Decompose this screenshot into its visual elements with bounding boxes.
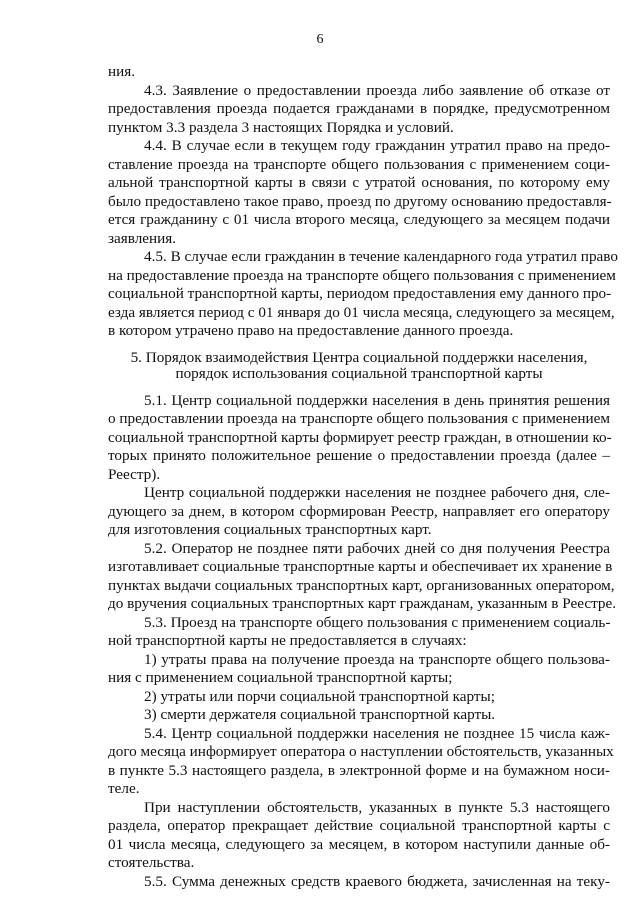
list-item-2: 2) утраты или порчи социальной транспортной карты; [144, 687, 495, 705]
paragraph-4-4-line: альной транспортной карты в связи с утратой основания, по которому ему [108, 174, 610, 191]
paragraph-5-4-line: 5.4. Центр социальной поддержки населения не позднее 15 числа каж- [144, 724, 610, 742]
paragraph-5-1b-line: Центр социальной поддержки населения не позднее рабочего дня, сле- [144, 484, 610, 501]
paragraph-5-1-line: Реестр). [108, 465, 161, 483]
paragraph-4-4-line: ется гражданину с 01 числа второго месяца, следующего за месяцем подачи [108, 211, 610, 228]
paragraph-5-2-line: изготавливает социальные транспортные карты и обеспечивает их хранение в [108, 558, 613, 575]
list-item-3: 3) смерти держателя социальной транспортной карты. [144, 706, 496, 723]
text-line: ния. [108, 63, 136, 80]
paragraph-5-4b-line: При наступлении обстоятельств, указанных в пункте 5.3 настоящего [144, 798, 610, 816]
paragraph-5-2-line: до вручения социальных транспортных карт гражданам, указанным в Реестре. [108, 595, 617, 612]
paragraph-5-4b-line: 01 числа месяца, следующего за месяцем, в котором наступили данные об- [108, 835, 610, 853]
paragraph-4-5-line: в котором утрачено право на предоставление данного проезда. [108, 322, 514, 339]
paragraph-5-1b-line: дующего за днем, в котором сформирован Реестр, направляет его оператору [108, 502, 610, 520]
paragraph-4-4-line: было предоставлено такое право, проезд по другому основанию предоставля- [108, 192, 612, 210]
section-5-heading: 5. Порядок взаимодействия Центра социальной поддержки населения, [130, 348, 588, 366]
paragraph-5-4-line: теле. [108, 780, 140, 797]
paragraph-4-5-line: социальной транспортной карты, периодом предоставления ему данного про- [108, 285, 612, 302]
paragraph-5-1-line: торых принято положительное решение о предоставлении проезда (далее – [108, 447, 610, 464]
page-number: 6 [316, 32, 324, 47]
document-body [108, 63, 618, 891]
paragraph-5-1-line: 5.1. Центр социальной поддержки населения в день принятия решения [144, 391, 610, 409]
paragraph-5-2-line: пунктах выдачи социальных транспортных карт, организованных оператором, [108, 576, 615, 594]
paragraph-4-4-line: 4.4. В случае если в текущем году гражданин утратил право на предо- [144, 137, 610, 154]
paragraph-4-3-line: пунктом 3.3 раздела 3 настоящих Порядка и условий. [108, 118, 454, 136]
paragraph-5-4b-line: стоятельства. [108, 854, 195, 871]
paragraph-4-3-line: 4.3. Заявление о предоставлении проезда либо заявление об отказе от [144, 81, 610, 99]
list-item-1-line: ния с применением социальной транспортной карты; [108, 669, 453, 686]
paragraph-5-1-line: социальной транспортной карты формирует реестр граждан, в отношении ко- [108, 428, 612, 446]
paragraph-5-3-line: ной транспортной карты не предоставляется в случаях: [108, 632, 467, 649]
paragraph-5-4-line: дого месяца информирует оператора о наступлении обстоятельств, указанных [108, 743, 614, 760]
section-5-heading: порядок использования социальной транспортной карты [175, 365, 543, 382]
paragraph-4-3-line: предоставления проезда подается гражданами в порядке, предусмотренном [108, 100, 610, 117]
paragraph-5-1-line: о предоставлении проезда на транспорте общего пользования с применением [108, 410, 611, 427]
paragraph-4-4-line: ставление проезда на транспорте общего пользования с применением соци- [108, 155, 610, 173]
paragraph-5-4b-line: раздела, оператор прекращает действие социальной транспортной карты с [108, 817, 610, 834]
paragraph-4-5-line: 4.5. В случае если гражданин в течение календарного года утратил право [144, 248, 618, 265]
paragraph-5-2-line: 5.2. Оператор не позднее пяти рабочих дней со дня получения Реестра [144, 539, 610, 557]
paragraph-4-5-line: езда является период с 01 января до 01 числа месяца, следующего за месяцем, [108, 303, 615, 321]
list-item-1-line: 1) утраты права на получение проезда на транспорте общего пользова- [144, 650, 610, 668]
paragraph-5-5-line: 5.5. Сумма денежных средств краевого бюджета, зачисленная на теку- [144, 872, 610, 890]
paragraph-5-3-line: 5.3. Проезд на транспорте общего пользования с применением социаль- [144, 613, 611, 631]
paragraph-4-4-line: заявления. [108, 229, 177, 247]
paragraph-5-4-line: в пункте 5.3 настоящего раздела, в электронной форме и на бумажном носи- [108, 761, 610, 779]
paragraph-5-1b-line: для изготовления социальных транспортных карт. [108, 521, 432, 538]
paragraph-4-5-line: на предоставление проезда на транспорте общего пользования с применением [108, 266, 616, 284]
